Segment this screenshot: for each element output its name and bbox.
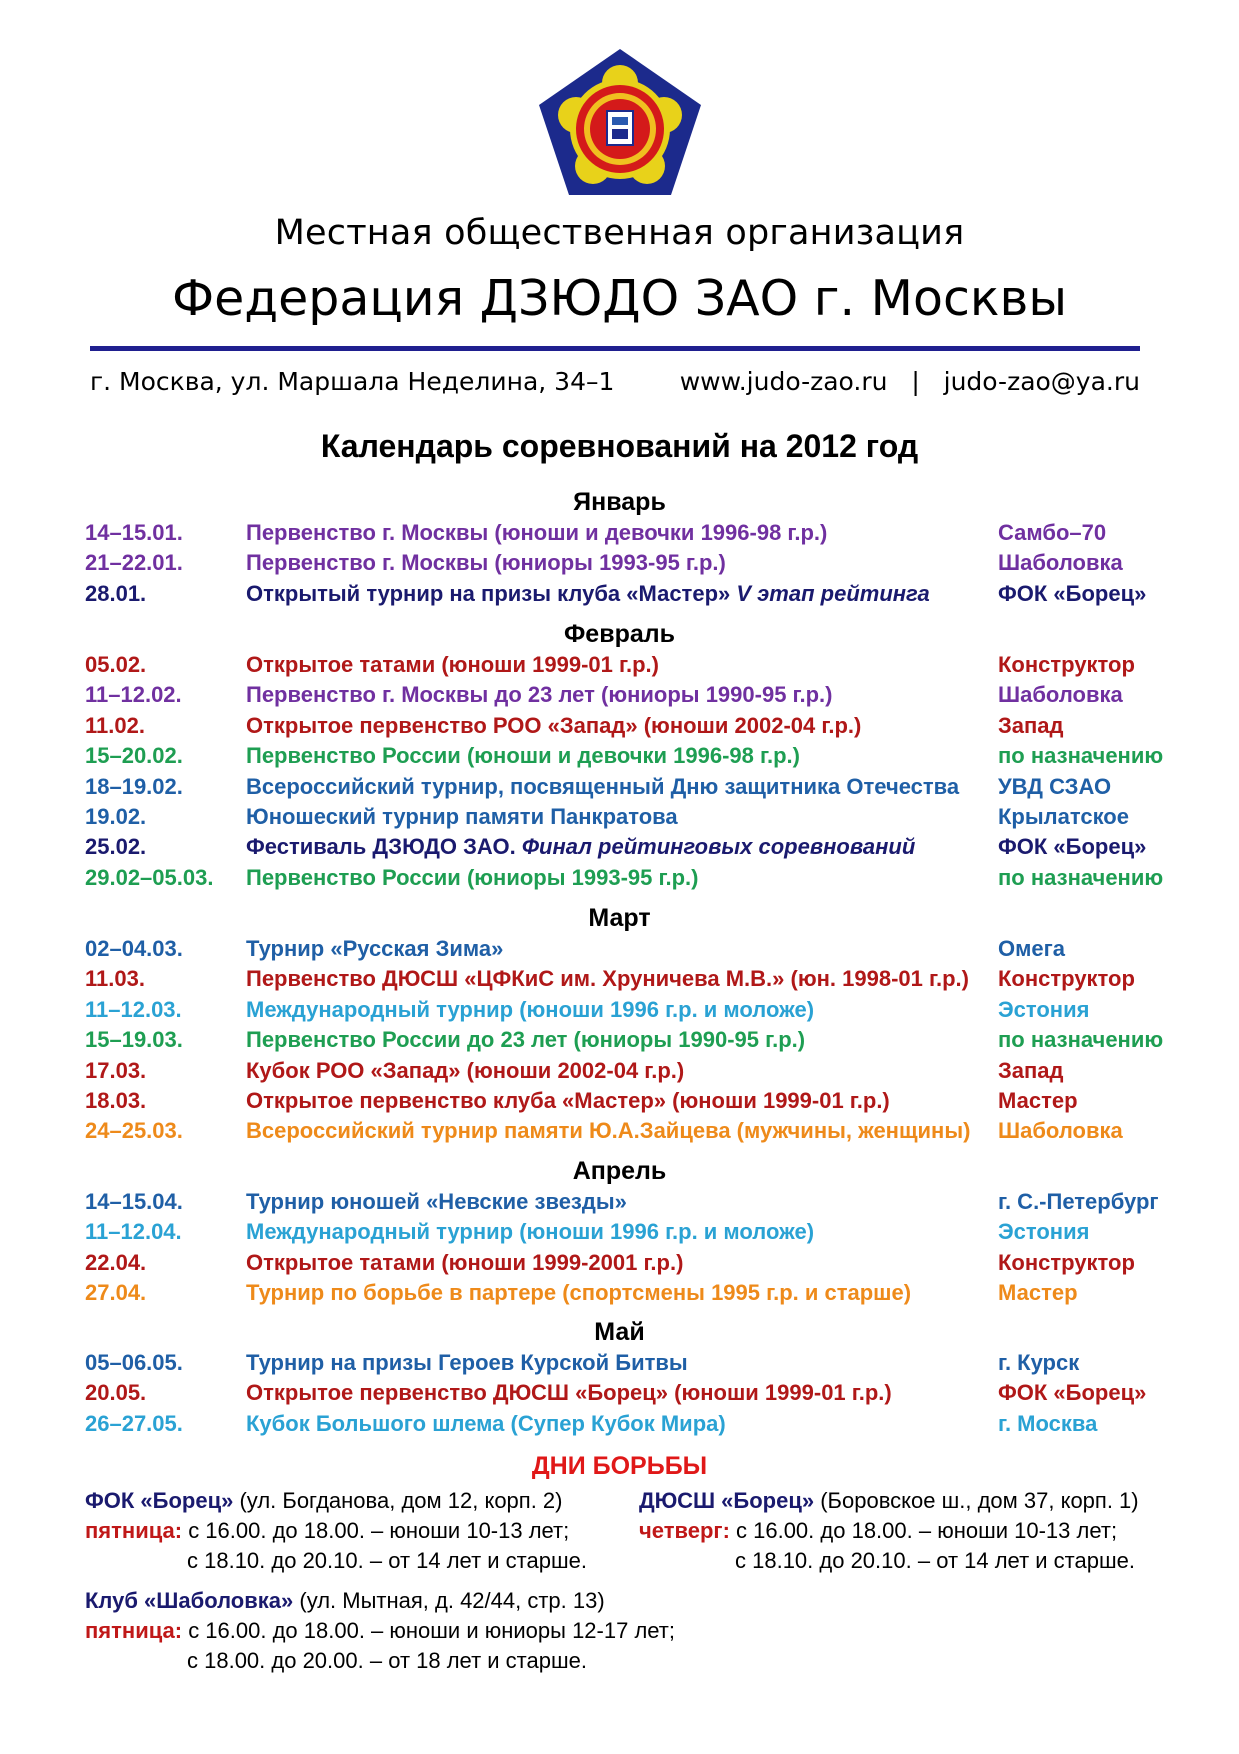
dyussh-borets-day: четверг: [639, 1518, 730, 1543]
event-title-main: Первенство России (юниоры 1993-95 г.р.) [246, 864, 699, 890]
event-place: по назначению [998, 743, 1164, 769]
event-place: Самбо–70 [998, 520, 1107, 545]
month-heading: Январь [573, 488, 666, 516]
event-date: 18–19.02. [85, 773, 183, 799]
fok-borets-schedule-line1 [85, 1518, 569, 1544]
event-title-main: Турнир на призы Героев Курской Битвы [246, 1350, 688, 1375]
contacts [680, 367, 1140, 396]
event-place: г. Курск [998, 1350, 1080, 1375]
event-title-main: Всероссийский турнир памяти Ю.А.Зайцева (мужчины, женщины) [246, 1118, 971, 1144]
event-title [246, 865, 698, 891]
event-row [0, 936, 1239, 966]
event-title-main: Открытое татами (юноши 1999-01 г.р.) [246, 652, 659, 677]
dyussh-borets-schedule-line1 [639, 1518, 1117, 1544]
address: г. Москва, ул. Маршала Неделина, 34–1 [90, 367, 615, 396]
event-title [246, 682, 833, 708]
organization-name: Федерация ДЗЮДО ЗАО г. Москвы [171, 270, 1068, 327]
event-date: 20.05. [85, 1380, 147, 1406]
event-date: 05.02. [85, 652, 147, 677]
event-title [246, 1088, 890, 1114]
event-date: 05–06.05. [85, 1350, 183, 1375]
event-place: Запад [998, 1057, 1064, 1083]
fok-borets-day: пятница: [85, 1518, 183, 1543]
calendar-title: Календарь соревнований на 2012 год [320, 428, 919, 464]
event-title-main: Международный турнир (юноши 1996 г.р. и моложе) [246, 996, 815, 1022]
event-title [246, 1380, 892, 1406]
event-place: Мастер [998, 1088, 1078, 1113]
event-row [0, 1027, 1239, 1057]
contacts-separator: | [911, 367, 920, 396]
event-place: Запад [998, 712, 1064, 738]
event-row [0, 1350, 1239, 1380]
shabolovka-name: Клуб «Шаболовка» [85, 1588, 294, 1613]
fok-borets-time1: с 16.00. до 18.00. – юноши 10-13 лет; [182, 1518, 570, 1543]
event-title-main: Юношеский турнир памяти Панкратова [246, 804, 678, 829]
event-row [0, 834, 1239, 864]
event-place: Шаболовка [998, 550, 1123, 576]
month-heading: Май [594, 1318, 645, 1346]
training-days-title: ДНИ БОРЬБЫ [531, 1452, 708, 1480]
event-place: г. С.-Петербург [998, 1189, 1159, 1214]
event-place: Эстония [998, 1219, 1090, 1245]
event-title-note: Финал рейтинговых соревнований [521, 834, 916, 860]
event-row [0, 743, 1239, 773]
month-heading: Апрель [572, 1157, 667, 1185]
month-heading: Февраль [563, 620, 676, 648]
event-place: Конструктор [998, 1249, 1135, 1275]
event-date: 22.04. [85, 1249, 147, 1275]
event-title [246, 834, 915, 860]
event-date: 25.02. [85, 834, 147, 860]
event-title [246, 1118, 970, 1144]
event-place: по назначению [998, 1027, 1164, 1053]
event-date: 26–27.05. [85, 1410, 183, 1436]
shabolovka-time1: с 16.00. до 18.00. – юноши и юниоры 12-17 лет; [182, 1618, 675, 1643]
event-title-main: Открытый турнир на призы клуба «Мастер» [246, 580, 731, 606]
event-title [246, 1027, 805, 1053]
event-place: г. Москва [998, 1410, 1098, 1436]
event-row [0, 520, 1239, 550]
shabolovka-schedule-line1 [85, 1618, 675, 1644]
event-place: Эстония [998, 996, 1090, 1022]
event-title [246, 652, 659, 678]
event-row [0, 1219, 1239, 1249]
event-title-main: Открытое татами (юноши 1999-2001 г.р.) [246, 1249, 684, 1275]
event-date: 24–25.03. [85, 1118, 183, 1144]
shabolovka-address-line [85, 1588, 605, 1614]
event-place: ФОК «Борец» [998, 834, 1147, 860]
event-title [246, 936, 503, 962]
event-date: 11.03. [85, 966, 145, 992]
event-title-main: Кубок Большого шлема (Супер Кубок Мира) [246, 1410, 726, 1436]
event-title [246, 1280, 911, 1306]
fok-borets-time2: с 18.10. до 20.10. – от 14 лет и старше. [187, 1548, 587, 1573]
event-row [0, 1189, 1239, 1219]
event-date: 15–19.03. [85, 1027, 183, 1053]
event-title [246, 1350, 688, 1376]
event-place: ФОК «Борец» [998, 580, 1147, 606]
event-date: 11–12.04. [85, 1219, 182, 1245]
event-date: 29.02–05.03. [85, 864, 214, 890]
event-title-main: Международный турнир (юноши 1996 г.р. и моложе) [246, 1219, 815, 1245]
event-row [0, 682, 1239, 712]
fok-borets-address-line [85, 1488, 563, 1514]
event-place: Крылатское [998, 804, 1129, 829]
event-row [0, 550, 1239, 580]
event-title-main: Первенство г. Москвы до 23 лет (юниоры 1990-95 г.р.) [246, 682, 833, 708]
event-date: 18.03. [85, 1088, 147, 1113]
event-place: по назначению [998, 864, 1164, 890]
event-date: 28.01. [85, 580, 147, 606]
event-title-main: Открытое первенство ДЮСШ «Борец» (юноши 1999-01 г.р.) [246, 1380, 892, 1406]
event-title-main: Открытое первенство РОО «Запад» (юноши 2002-04 г.р.) [246, 712, 862, 738]
event-row [0, 774, 1239, 804]
event-title [246, 1250, 683, 1276]
event-title-main: Турнир по борьбе в партере (спортсмены 1995 г.р. и старше) [246, 1280, 912, 1306]
federation-emblem-logo [535, 47, 705, 197]
event-title-main: Первенство России (юноши и девочки 1996-98 г.р.) [246, 743, 800, 769]
event-row [0, 1380, 1239, 1410]
event-date: 14–15.04. [85, 1189, 183, 1214]
event-row [0, 581, 1239, 611]
event-date: 15–20.02. [85, 743, 183, 769]
event-title-main: Первенство г. Москвы (юноши и девочки 1996-98 г.р.) [246, 520, 828, 545]
event-title-note: V этап рейтинга [736, 580, 930, 606]
event-row [0, 1250, 1239, 1280]
event-place: Конструктор [998, 652, 1135, 677]
event-title-main: Турнир «Русская Зима» [246, 936, 504, 961]
event-title [246, 550, 726, 576]
event-date: 02–04.03. [85, 936, 183, 961]
header-divider [90, 346, 1140, 351]
event-title-main: Первенство России до 23 лет (юниоры 1990-95 г.р.) [246, 1027, 806, 1053]
fok-borets-address: (ул. Богданова, дом 12, корп. 2) [233, 1488, 563, 1513]
event-row [0, 966, 1239, 996]
event-title-main: Открытое первенство клуба «Мастер» (юноши 1999-01 г.р.) [246, 1088, 890, 1113]
fok-borets-name: ФОК «Борец» [85, 1488, 234, 1513]
event-row [0, 1058, 1239, 1088]
event-title [246, 1189, 627, 1215]
event-date: 11–12.02. [85, 682, 182, 708]
event-row [0, 1280, 1239, 1310]
event-row [0, 865, 1239, 895]
organization-subtitle: Местная общественная организация [274, 213, 965, 253]
event-place: Шаболовка [998, 682, 1123, 708]
event-title [246, 966, 969, 992]
event-date: 14–15.01. [85, 520, 183, 545]
event-place: Мастер [998, 1280, 1078, 1306]
event-row [0, 1411, 1239, 1441]
dyussh-borets-address: (Боровское ш., дом 37, корп. 1) [814, 1488, 1139, 1513]
event-title-main: Кубок РОО «Запад» (юноши 2002-04 г.р.) [246, 1057, 685, 1083]
event-row [0, 652, 1239, 682]
shabolovka-time2: с 18.00. до 20.00. – от 18 лет и старше. [187, 1648, 587, 1673]
event-title [246, 804, 678, 830]
event-row [0, 804, 1239, 834]
website-link[interactable]: www.judo-zao.ru [679, 367, 888, 396]
event-title [246, 1219, 814, 1245]
event-title-main: Первенство ДЮСШ «ЦФКиС им. Хруничева М.В.» (юн. 1998-01 г.р.) [246, 966, 969, 992]
dyussh-borets-time2: с 18.10. до 20.10. – от 14 лет и старше. [735, 1548, 1135, 1573]
event-title [246, 1058, 684, 1084]
event-place: Шаболовка [998, 1118, 1123, 1144]
event-row [0, 997, 1239, 1027]
event-place: Омега [998, 936, 1066, 961]
event-date: 19.02. [85, 804, 147, 829]
event-row [0, 713, 1239, 743]
event-date: 11.02. [85, 712, 145, 738]
event-title-main: Фестиваль ДЗЮДО ЗАО. [246, 834, 516, 860]
shabolovka-address: (ул. Мытная, д. 42/44, стр. 13) [293, 1588, 605, 1613]
event-title-main: Всероссийский турнир, посвященный Дню защитника Отечества [246, 773, 960, 799]
event-title [246, 997, 814, 1023]
event-title [246, 581, 930, 607]
event-date: 27.04. [85, 1280, 147, 1306]
event-title-main: Турнир юношей «Невские звезды» [246, 1189, 627, 1214]
event-place: Конструктор [998, 966, 1135, 992]
event-title-main: Первенство г. Москвы (юниоры 1993-95 г.р.) [246, 550, 726, 576]
event-date: 11–12.03. [85, 996, 182, 1022]
event-title [246, 520, 827, 546]
event-title [246, 743, 800, 769]
email-link[interactable]: judo-zao@ya.ru [943, 367, 1140, 396]
dyussh-borets-address-line [639, 1488, 1139, 1514]
event-title [246, 713, 861, 739]
shabolovka-day: пятница: [85, 1618, 183, 1643]
month-heading: Март [588, 904, 651, 932]
event-date: 17.03. [85, 1057, 147, 1083]
dyussh-borets-time1: с 16.00. до 18.00. – юноши 10-13 лет; [729, 1518, 1118, 1543]
event-place: УВД СЗАО [998, 773, 1112, 799]
event-place: ФОК «Борец» [998, 1380, 1147, 1406]
dyussh-borets-name: ДЮСШ «Борец» [639, 1488, 815, 1513]
event-row [0, 1118, 1239, 1148]
event-title [246, 1411, 726, 1437]
event-row [0, 1088, 1239, 1118]
event-date: 21–22.01. [85, 550, 183, 576]
event-title [246, 774, 959, 800]
